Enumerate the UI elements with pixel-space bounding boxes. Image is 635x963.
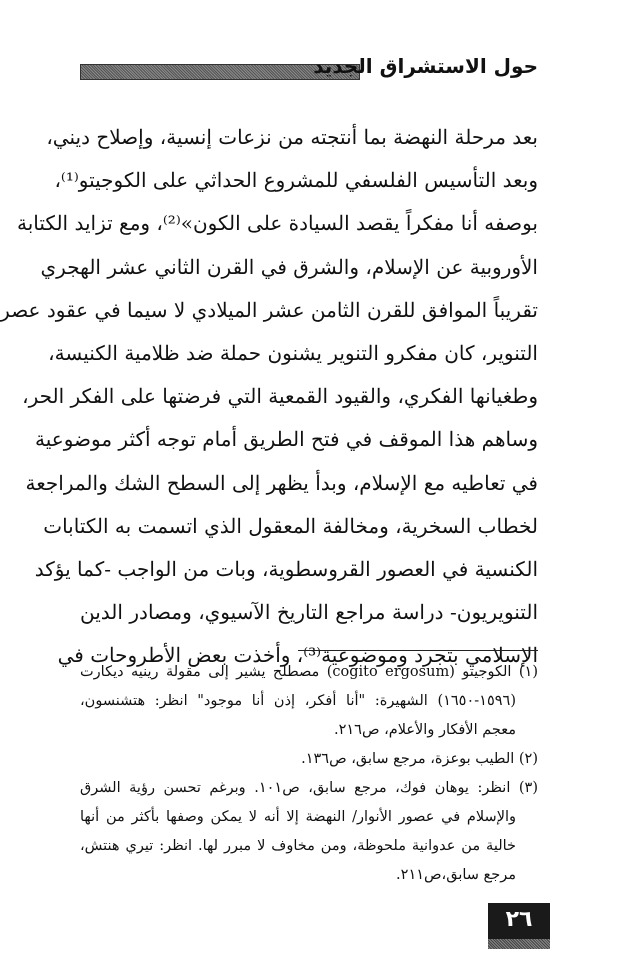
body-line: الأوروبية عن الإسلام، والشرق في القرن الثاني عشر الهجري: [40, 254, 538, 279]
body-line: الكنسية في العصور القروسطوية، وبات من الواجب -كما يؤكد: [34, 556, 538, 581]
footnote-2: [80, 745, 538, 774]
footnote-line: (١) الكوجيتو (cogito ergosum) مصطلح يشير إلى مقولة رينيه ديكارت: [80, 664, 538, 680]
running-header-title: حول الاستشراق الجديد: [313, 54, 538, 78]
body-line: التنوير، كان مفكرو التنوير يشنون حملة ضد ظلامية الكنيسة،: [48, 340, 538, 365]
page-number: ٢٦: [505, 907, 533, 932]
body-line: وطغيانها الفكري، والقيود القمعية التي فرضتها على الفكر الحر،: [22, 384, 538, 409]
footnote-line: خالية من عدوانية ملحوظة، ومن مخاوف لا مبرر لها. انظر: تيري هنتش،: [80, 838, 516, 854]
footnote-line: مرجع سابق،ص٢١١.: [396, 867, 516, 883]
body-line: وبعد التأسيس الفلسفي للمشروع الحداثي على الكوجيتو⁽¹⁾،: [54, 168, 538, 193]
page-number-box: [488, 903, 550, 939]
body-line: بعد مرحلة النهضة بما أنتجته من نزعات إنسية، وإصلاح ديني،: [46, 125, 538, 149]
footnote-line: معجم الأفكار والأعلام، ص٢١٦.: [333, 722, 516, 738]
body-text: [0, 116, 538, 677]
footnote-3: [80, 774, 538, 890]
body-line: لخطاب السخرية، ومخالفة المعقول الذي اتسمت به الكتابات: [43, 513, 538, 538]
body-line: الإسلامي بتجرد وموضوعية⁽³⁾، وأخذت بعض الأطروحات في: [57, 643, 538, 668]
body-line: التنويريون- دراسة مراجع التاريخ الآسيوي، ومصادر الدين: [80, 600, 538, 625]
body-line: بوصفه أنا مفكراً يقصد السيادة على الكون»⁽²⁾، ومع تزايد الكتابة: [17, 211, 538, 236]
footnote-line: (١٥٩٦-١٦٥٠) الشهيرة: "أنا أفكر، إذن أنا موجود" انظر: هتشنسون،: [80, 693, 516, 709]
footnote-1: [80, 658, 538, 745]
body-line: تقريباً الموافق للقرن الثامن عشر الميلادي لا سيما في عقود عصر: [0, 297, 538, 322]
body-line: في تعاطيه مع الإسلام، وبدأ يظهر إلى السطح الشك والمراجعة: [25, 470, 538, 495]
footnote-line: والإسلام في عصور الأنوار/ النهضة إلا أنه لا يمكن وصفها بأكثر من أنها: [80, 809, 516, 825]
footnote-line: (٢) الطيب بوعزة، مرجع سابق، ص١٣٦.: [301, 751, 538, 767]
body-line: وساهم هذا الموقف في فتح الطريق أمام توجه أكثر موضوعية: [35, 427, 538, 452]
footnote-separator: [298, 650, 538, 651]
footnote-line: (٣) انظر: يوهان فوك، مرجع سابق، ص١٠١. وبرغم تحسن رؤية الشرق: [80, 780, 538, 796]
running-header: [80, 50, 538, 86]
footnotes: [80, 658, 538, 890]
